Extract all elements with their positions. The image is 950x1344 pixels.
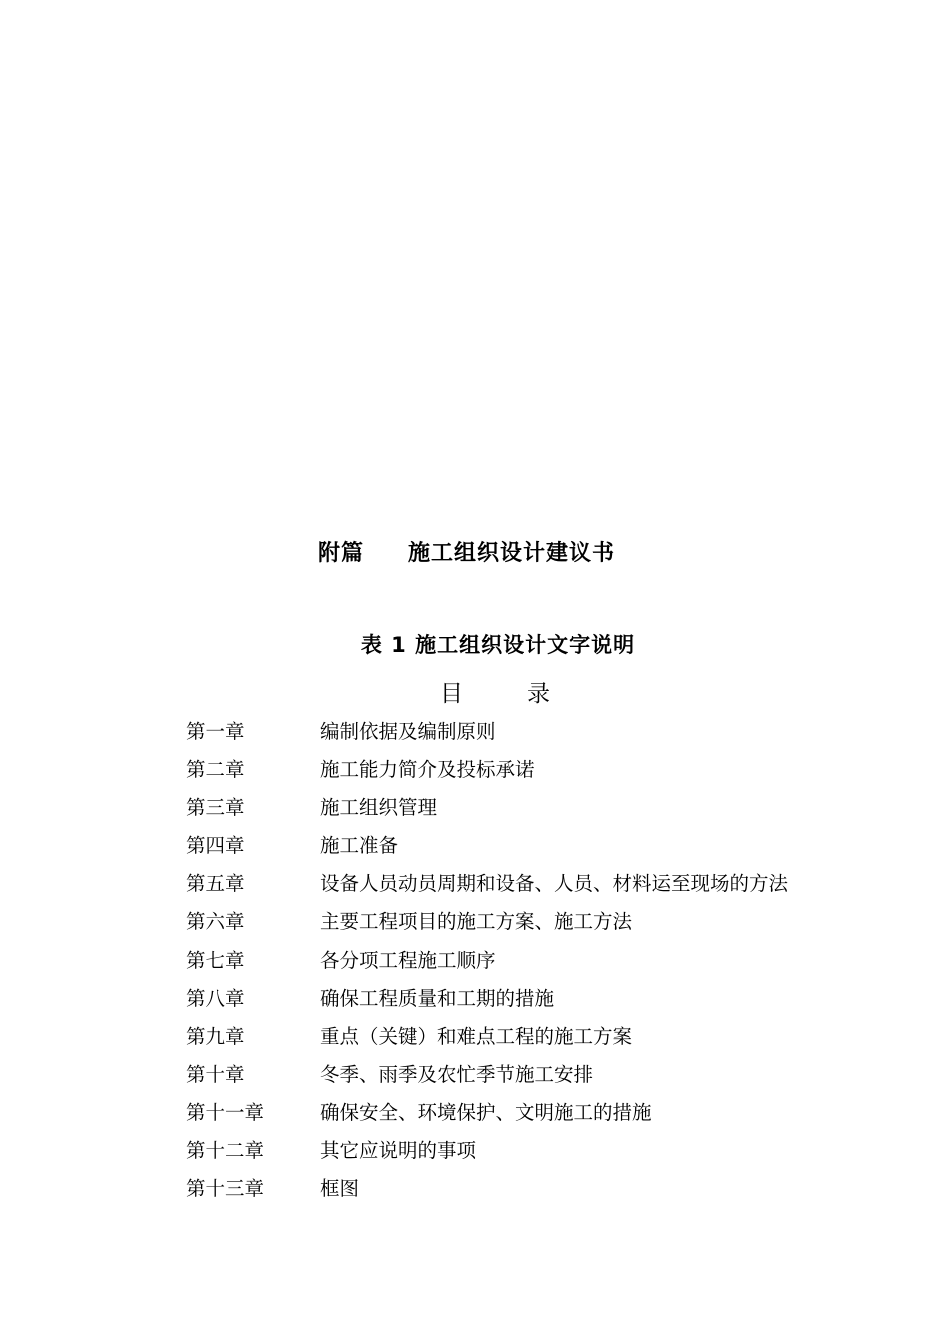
toc-title: 其它应说明的事项 (320, 1139, 477, 1163)
toc-chapter: 第三章 (186, 796, 245, 820)
document-title-prefix: 附篇 (318, 541, 365, 566)
toc-item (186, 792, 886, 830)
toc-item (186, 906, 886, 944)
toc-list (186, 716, 886, 1211)
toc-chapter: 第一章 (186, 720, 245, 743)
toc-heading (440, 675, 550, 708)
toc-title: 确保安全、环境保护、文明施工的措施 (320, 1100, 652, 1124)
toc-item (186, 1135, 886, 1173)
toc-item (186, 716, 886, 754)
toc-chapter: 第五章 (186, 872, 245, 896)
toc-item (186, 1097, 886, 1135)
toc-title: 设备人员动员周期和设备、人员、材料运至现场的方法 (320, 872, 789, 896)
toc-chapter: 第十章 (186, 1062, 245, 1086)
toc-item (186, 983, 886, 1021)
document-title (318, 536, 615, 567)
toc-title: 各分项工程施工顺序 (320, 948, 496, 972)
toc-item (186, 868, 886, 906)
toc-chapter: 第四章 (186, 834, 245, 858)
toc-item (186, 1021, 886, 1059)
table-title: 表 1 施工组织设计文字说明 (360, 633, 636, 657)
toc-title: 确保工程质量和工期的措施 (320, 986, 555, 1010)
toc-title: 主要工程项目的施工方案、施工方法 (320, 910, 633, 934)
toc-title: 施工准备 (320, 834, 399, 858)
toc-title: 重点（关键）和难点工程的施工方案 (320, 1024, 633, 1048)
toc-heading-left: 目 (440, 681, 463, 707)
toc-title: 冬季、雨季及农忙季节施工安排 (320, 1062, 594, 1086)
toc-chapter: 第十三章 (186, 1177, 265, 1201)
document-title-text: 施工组织设计建议书 (408, 541, 616, 566)
toc-item (186, 830, 886, 868)
toc-item (186, 1173, 886, 1211)
toc-item (186, 754, 886, 792)
toc-item (186, 1059, 886, 1097)
toc-chapter: 第八章 (186, 986, 245, 1010)
toc-chapter: 第十一章 (186, 1100, 265, 1124)
toc-chapter: 第六章 (186, 910, 245, 934)
toc-title: 编制依据及编制原则 (320, 720, 496, 743)
toc-title: 施工能力简介及投标承诺 (320, 758, 535, 782)
toc-item (186, 945, 886, 983)
toc-title: 施工组织管理 (320, 796, 438, 820)
toc-chapter: 第七章 (186, 948, 245, 972)
toc-chapter: 第九章 (186, 1024, 245, 1048)
toc-chapter: 第十二章 (186, 1139, 265, 1163)
toc-heading-right: 录 (527, 681, 550, 707)
toc-chapter: 第二章 (186, 758, 245, 782)
toc-title: 框图 (320, 1177, 360, 1201)
